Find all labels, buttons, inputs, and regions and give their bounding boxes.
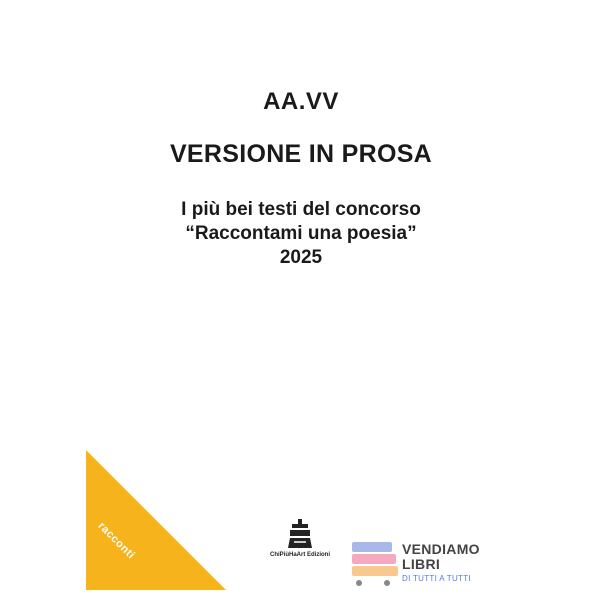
seller-logo bbox=[352, 540, 502, 590]
subtitle-line: 2025 bbox=[279, 247, 323, 268]
book-title: VERSIONE IN PROSA bbox=[169, 140, 433, 168]
press-icon bbox=[286, 518, 314, 550]
book-cover bbox=[86, 30, 516, 590]
subtitle-line: “Raccontami una poesia” bbox=[185, 223, 417, 244]
series-label: racconti bbox=[95, 520, 138, 562]
subtitle bbox=[86, 198, 516, 270]
seller-tagline: DI TUTTI A TUTTI bbox=[402, 574, 471, 583]
seller-brand-line: VENDIAMO bbox=[402, 541, 480, 557]
cart-icon bbox=[352, 540, 398, 586]
series-corner-triangle bbox=[86, 450, 226, 590]
publisher-name: ChiPiùHaArt Edizioni bbox=[270, 552, 330, 558]
publisher-logo bbox=[262, 518, 338, 558]
seller-brand bbox=[402, 542, 480, 572]
author: AA.VV bbox=[263, 88, 339, 115]
seller-brand-line: LIBRI bbox=[402, 556, 441, 572]
subtitle-line: I più bei testi del concorso bbox=[181, 199, 421, 220]
